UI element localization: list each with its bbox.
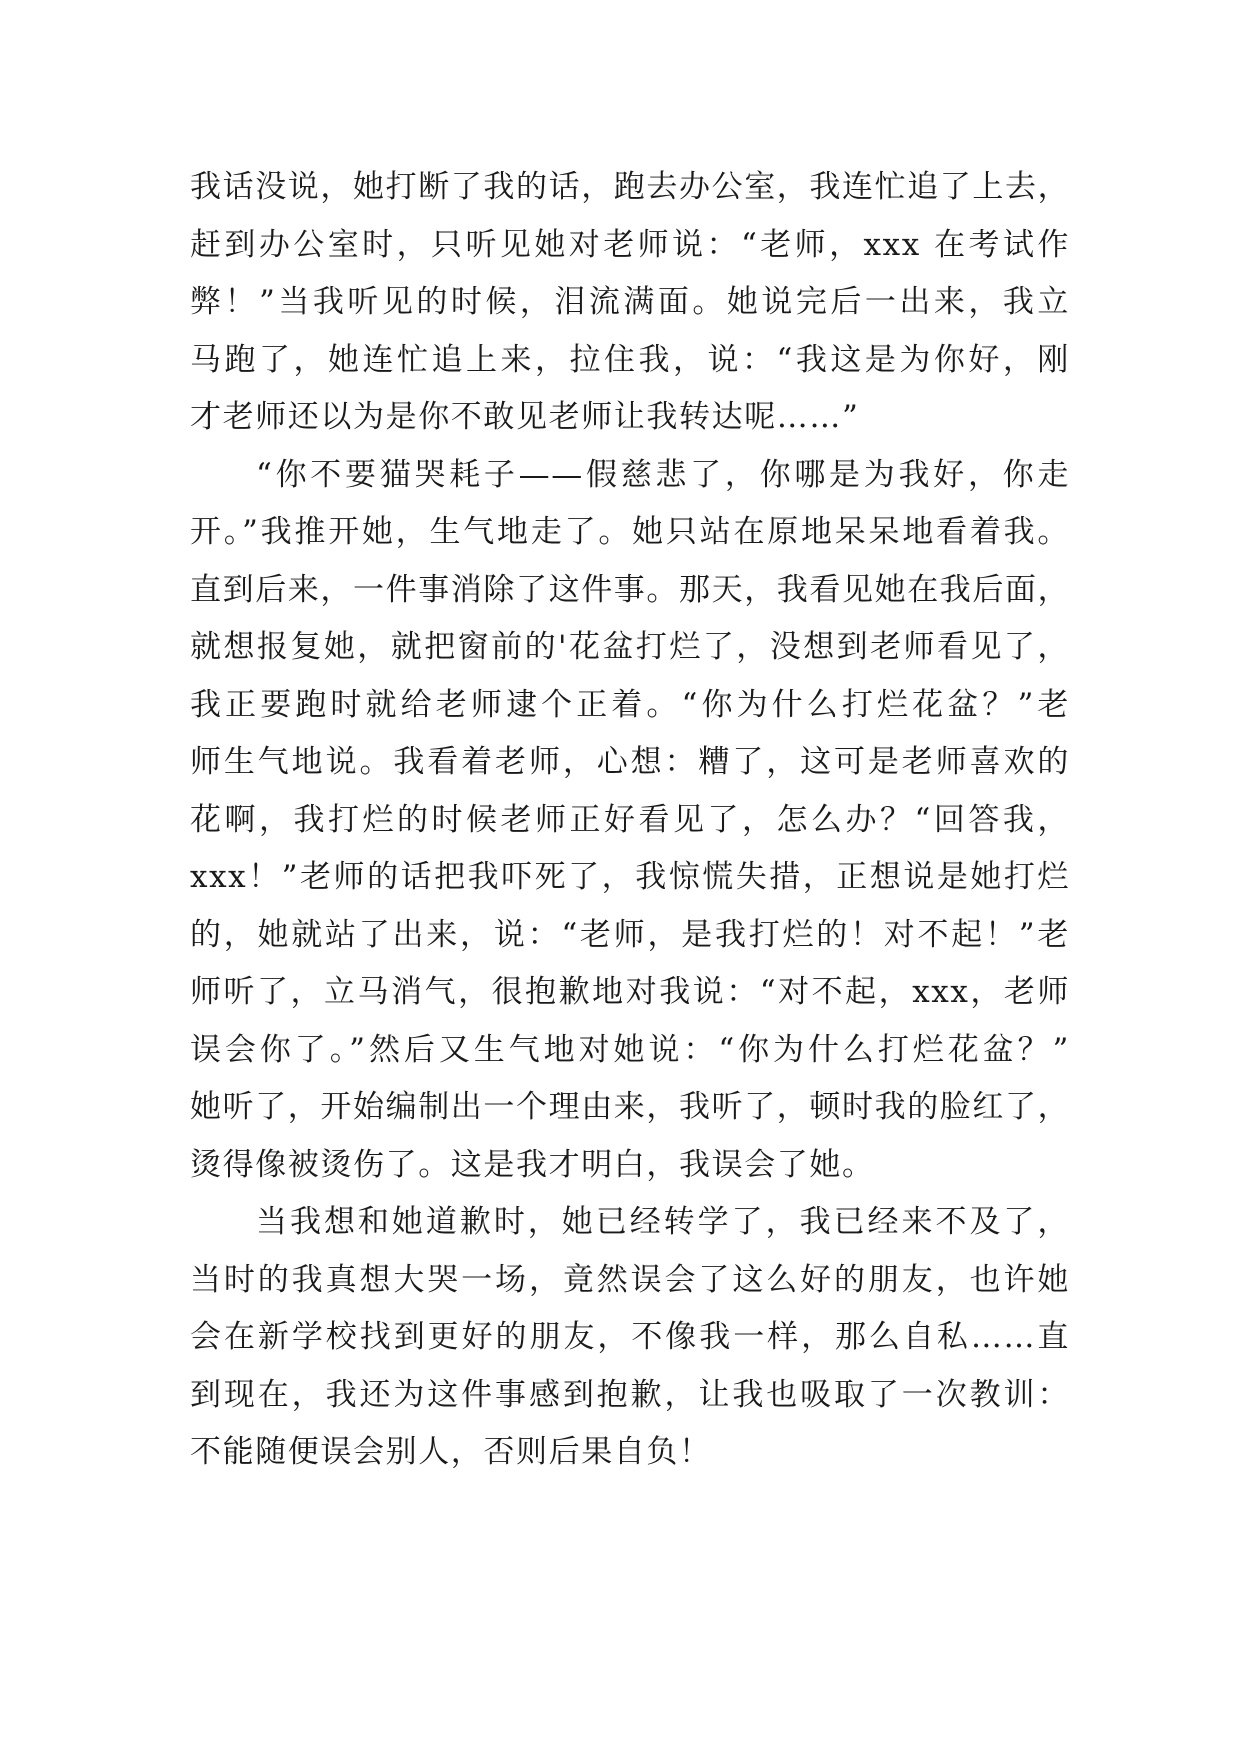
- text-line: 会在新学校找到更好的朋友，不像我一样，那么自私……直: [190, 1319, 1070, 1355]
- text-line: 花啊，我打烂的时候老师正好看见了，怎么办？“回答我，: [190, 801, 1070, 838]
- text-line: 马跑了，她连忙追上来，拉住我，说：“我这是为你好，刚: [190, 341, 1070, 378]
- text-line: 赶到办公室时，只听见她对老师说：“老师，xxx 在考试作: [190, 226, 1070, 263]
- text-line: 直到后来，一件事消除了这件事。那天，我看见她在我后面，: [190, 571, 1071, 608]
- text-line: 弊！”当我听见的时候，泪流满面。她说完后一出来，我立: [190, 284, 1070, 320]
- text-line: 当我想和她道歉时，她已经转学了，我已经来不及了，: [256, 1204, 1070, 1240]
- body-text: [190, 159, 1070, 1482]
- text-line: xxx！”老师的话把我吓死了，我惊慌失措，正想说是她打烂: [190, 859, 1070, 895]
- text-line: 师听了，立马消气，很抱歉地对我说：“对不起，xxx，老师: [190, 974, 1070, 1010]
- text-line: 到现在，我还为这件事感到抱歉，让我也吸取了一次教训：: [190, 1376, 1070, 1413]
- text-line: 误会你了。”然后又生气地对她说：“你为什么打烂花盆？”: [190, 1031, 1070, 1068]
- text-line: 师生气地说。我看着老师，心想：糟了，这可是老师喜欢的: [190, 744, 1070, 780]
- text-line: 就想报复她，就把窗前的'花盆打烂了，没想到老师看见了，: [190, 629, 1070, 665]
- text-line: 我话没说，她打断了我的话，跑去办公室，我连忙追了上去，: [190, 169, 1071, 205]
- text-line: 我正要跑时就给老师逮个正着。“你为什么打烂花盆？”老: [190, 686, 1070, 723]
- text-line: 烫得像被烫伤了。这是我才明白，我误会了她。: [190, 1146, 875, 1183]
- text-line: 当时的我真想大哭一场，竟然误会了这么好的朋友，也许她: [190, 1261, 1070, 1298]
- paragraph-1: [190, 159, 1070, 447]
- paragraph-2: [190, 447, 1070, 1195]
- text-line: 的，她就站了出来，说：“老师，是我打烂的！对不起！”老: [190, 916, 1070, 953]
- text-line: 她听了，开始编制出一个理由来，我听了，顿时我的脸红了，: [190, 1089, 1071, 1125]
- text-line: 才老师还以为是你不敢见老师让我转达呢……”: [190, 399, 860, 435]
- text-line: “你不要猫哭耗子——假慈悲了，你哪是为我好，你走: [256, 456, 1070, 493]
- text-line: 不能随便误会别人，否则后果自负！: [190, 1434, 712, 1470]
- paragraph-3: [190, 1194, 1070, 1482]
- text-line: 开。”我推开她，生气地走了。她只站在原地呆呆地看着我。: [190, 514, 1070, 550]
